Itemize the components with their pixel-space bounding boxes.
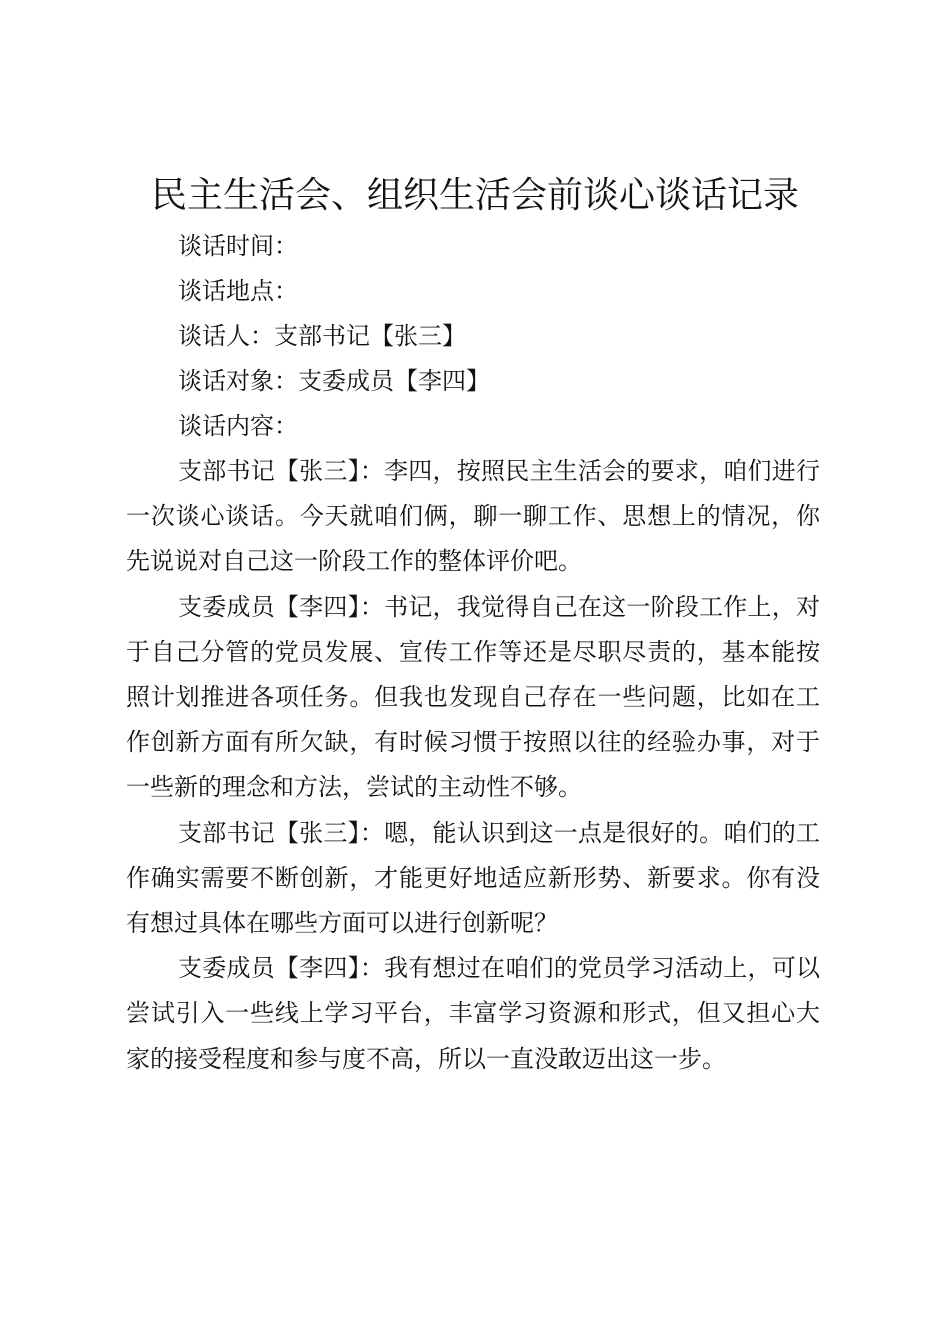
document-title: 民主生活会、组织生活会前谈心谈话记录 [150,175,799,216]
dialogue-text: 李四，按照民主生活会的要求，咱们进行一次谈心谈话。今天就咱们俩，聊一聊工作、思想上的情况，你先说说对自己这一阶段工作的整体评价吧。 [126,457,820,576]
dialogue-text: 书记，我觉得自己在这一阶段工作上，对于自己分管的党员发展、宣传工作等还是尽职尽责的，基本能按照计划推进各项任务。但我也发现自己存在一些问题，比如在工作创新方面有所欠缺，有时候习惯于按照以往的经验办事，对于一些新的理念和方法，尝试的主动性不够。 [126,592,820,802]
meta-location-label: 谈话地点： [178,277,298,305]
meta-time [126,224,820,269]
meta-interviewer [126,314,820,359]
meta-location [126,269,820,314]
meta-content [126,404,820,449]
meta-interviewer-label: 谈话人： [178,322,274,350]
dialogue-paragraph [126,811,820,947]
meta-interviewer-value: 支部书记【张三】 [274,322,466,350]
dialogue-speaker: 支部书记【张三】： [178,818,385,847]
dialogue-text: 嗯，能认识到这一点是很好的。咱们的工作确实需要不断创新，才能更好地适应新形势、新要求。你有没有想过具体在哪些方面可以进行创新呢？ [126,818,820,938]
dialogue-paragraph [126,449,820,585]
dialogue-speaker: 支部书记【张三】： [178,457,385,485]
meta-interviewee-label: 谈话对象： [178,367,298,395]
dialogue-speaker: 支委成员【李四】： [178,954,385,983]
meta-content-label: 谈话内容： [178,412,298,440]
meta-interviewee-value: 支委成员【李四】 [298,367,490,395]
dialogue-paragraph [126,585,820,811]
dialogue-paragraph [126,946,820,1082]
document-body [126,224,820,1082]
meta-interviewee [126,359,820,404]
meta-time-label: 谈话时间： [178,232,298,260]
dialogue-speaker: 支委成员【李四】： [178,592,385,621]
dialogue-text: 我有想过在咱们的党员学习活动上，可以尝试引入一些线上学习平台，丰富学习资源和形式，但又担心大家的接受程度和参与度不高，所以一直没敢迈出这一步。 [126,954,820,1073]
